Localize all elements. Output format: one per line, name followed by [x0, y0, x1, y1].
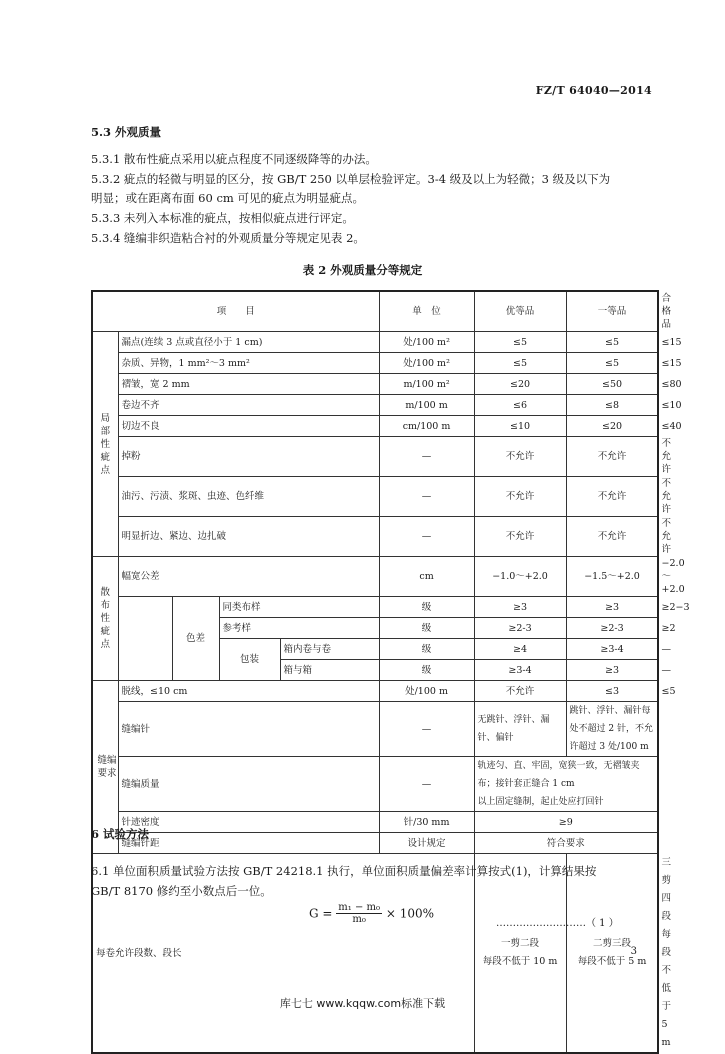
item-unit: 设计规定: [379, 833, 474, 854]
value-all-grades: [474, 757, 658, 812]
item-name: 同类布样: [219, 597, 379, 618]
item-name: 箱与箱: [280, 660, 379, 681]
value-premium: ≤20: [474, 374, 566, 395]
item-name: 缝编针距: [118, 833, 379, 854]
item-unit: —: [379, 517, 474, 557]
item-name: 卷边不齐: [118, 395, 379, 416]
clause-5-3-4: 5.3.4 缝编非织造粘合衬的外观质量分等规定见表 2。: [91, 231, 365, 245]
line: 每段不低于 5 m: [577, 956, 647, 967]
clause-5-3-1: 5.3.1 散布性疵点采用以疵点程度不同逐级降等的办法。: [91, 152, 377, 166]
formula-rhs: × 100%: [385, 906, 435, 921]
item-name: 针迹密度: [118, 812, 379, 833]
value-first: 不允许: [566, 477, 658, 517]
table-row: [92, 757, 658, 812]
item-name: 幅宽公差: [118, 557, 379, 597]
value-first: ≥3: [566, 660, 658, 681]
formula-number: ………………………（ 1 ）: [496, 918, 619, 929]
formula-numerator: m₁ − m₀: [338, 902, 381, 913]
item-unit: 级: [379, 660, 474, 681]
clause-5-3-2-line2: 明显；或在距离布面 60 cm 可见的疵点为明显疵点。: [91, 191, 364, 205]
footer-watermark: 库七七 www.kqqw.com标准下载: [279, 997, 446, 1010]
value-premium: 不允许: [474, 437, 566, 477]
item-unit: 处/100 m²: [379, 353, 474, 374]
table-row: 油污、污渍、浆斑、虫迹、色纤维 — 不允许 不允许 不允许: [92, 477, 658, 517]
table-row: 参考样 级 ≥2-3 ≥2-3 ≥2: [92, 618, 658, 639]
value-premium: ≤5: [474, 332, 566, 353]
table-row: 褶皱，宽 2 mm m/100 m² ≤20 ≤50 ≤80: [92, 374, 658, 395]
page-number: 3: [630, 946, 637, 957]
value-first: ≤20: [566, 416, 658, 437]
item-unit: —: [379, 757, 474, 812]
value-first: ≤5: [566, 353, 658, 374]
table-row: 缝编要求 脱线，≤10 cm 处/100 m 不允许 ≤3 ≤5: [92, 681, 658, 702]
line: 以上固定缝制，起止处应打回针: [477, 797, 604, 807]
value-first: 不允许: [566, 517, 658, 557]
value-all-grades: ≥9: [474, 812, 658, 833]
item-unit: —: [379, 477, 474, 517]
value-first: ≤3: [566, 681, 658, 702]
value-first: [566, 854, 658, 1054]
value-premium: ≤6: [474, 395, 566, 416]
line: 二剪三段: [593, 938, 632, 949]
table-row: [92, 702, 658, 757]
value-premium: −1.0～+2.0: [474, 557, 566, 597]
line: 轨迹匀、直、牢固，宽狭一致，无褶皱夹布；接针套正缝合 1 cm: [477, 761, 640, 789]
table-row: 杂质、异物，1 mm²～3 mm² 处/100 m² ≤5 ≤5 ≤15: [92, 353, 658, 374]
value-premium: [474, 854, 566, 1054]
item-unit: 针/30 mm: [379, 812, 474, 833]
table-caption: 表 2 外观质量分等规定: [302, 263, 423, 277]
color-diff-label: 色差: [172, 597, 219, 681]
appearance-quality-table: [91, 290, 690, 1054]
line: 许超过 3 处/100 m: [569, 742, 649, 752]
item-name: 杂质、异物，1 mm²～3 mm²: [118, 353, 379, 374]
col-header-first: 一等品: [566, 291, 658, 332]
item-name: 油污、污渍、浆斑、虫迹、色纤维: [118, 477, 379, 517]
item-unit: cm: [379, 557, 474, 597]
value-premium: 不允许: [474, 517, 566, 557]
item-name: 切边不良: [118, 416, 379, 437]
table-row: 卷边不齐 m/100 m ≤6 ≤8 ≤10: [92, 395, 658, 416]
value-all-grades: 符合要求: [474, 833, 658, 854]
table-row: [92, 833, 658, 854]
table-row: 明显折边、紧边、边扎破 — 不允许 不允许 不允许: [92, 517, 658, 557]
value-first: ≥2-3: [566, 618, 658, 639]
value-first-qualified: [566, 702, 658, 757]
item-name: 褶皱，宽 2 mm: [118, 374, 379, 395]
table-row: 散布性疵点 幅宽公差 cm −1.0～+2.0 −1.5～+2.0 −2.0～+2.0: [92, 557, 658, 597]
value-premium: ≤10: [474, 416, 566, 437]
item-name: 漏点(连续 3 点或直径小于 1 cm): [118, 332, 379, 353]
item-name: 参考样: [219, 618, 379, 639]
value-first: 不允许: [566, 437, 658, 477]
clause-5-3-2-line1: 5.3.2 疵点的轻微与明显的区分，按 GB/T 250 以单层检验评定。3-4 级及以上为轻微；3 级及以下为: [91, 172, 611, 186]
group-label: 局部性疵点: [100, 412, 110, 476]
item-unit: 级: [379, 618, 474, 639]
item-unit: 级: [379, 639, 474, 660]
value-first: ≤50: [566, 374, 658, 395]
item-unit: —: [379, 702, 474, 757]
item-unit: 处/100 m²: [379, 332, 474, 353]
item-name: 缝编质量: [118, 757, 379, 812]
item-unit: m/100 m: [379, 395, 474, 416]
value-premium: 不允许: [474, 681, 566, 702]
item-unit: m/100 m²: [379, 374, 474, 395]
item-name: 掉粉: [118, 437, 379, 477]
item-unit: cm/100 m: [379, 416, 474, 437]
value-premium: ≥3: [474, 597, 566, 618]
clause-6-1-line2: GB/T 8170 修约至小数点后一位。: [91, 884, 272, 898]
item-name: 缝编针: [118, 702, 379, 757]
line: 跳针、浮针、漏针每处不超过 2 针，不允: [569, 706, 653, 734]
line: 无跳针、浮针、漏: [477, 715, 550, 725]
value-first: ≥3-4: [566, 639, 658, 660]
value-first: −1.5～+2.0: [566, 557, 658, 597]
table-row: 掉粉 — 不允许 不允许 不允许: [92, 437, 658, 477]
formula-lhs: G =: [309, 906, 333, 921]
table-row: 箱与箱 级 ≥3-4 ≥3 —: [92, 660, 658, 681]
value-first: ≤5: [566, 332, 658, 353]
group-label: 缝编要求: [97, 755, 117, 779]
group-scattered-defects: [92, 557, 118, 681]
col-header-premium: 优等品: [474, 291, 566, 332]
table-row: 切边不良 cm/100 m ≤10 ≤20 ≤40: [92, 416, 658, 437]
table-header-row: 项 目 单 位 优等品 一等品 合格品: [92, 291, 658, 332]
table-row: 包装 箱内卷与卷 级 ≥4 ≥3-4 —: [92, 639, 658, 660]
item-name: 脱线，≤10 cm: [118, 681, 379, 702]
group-label: 散布性疵点: [100, 587, 110, 650]
col-header-item: 项 目: [92, 291, 379, 332]
value-premium: ≥3-4: [474, 660, 566, 681]
blank-cell: [118, 597, 172, 681]
value-premium: ≥2-3: [474, 618, 566, 639]
value-premium: ≤5: [474, 353, 566, 374]
table-row: 色差 同类布样 级 ≥3 ≥3 ≥2−3: [92, 597, 658, 618]
line: 一剪二段: [501, 938, 540, 949]
line: 针、偏针: [477, 733, 514, 743]
value-premium: 不允许: [474, 477, 566, 517]
formula-denominator: m₀: [352, 914, 366, 925]
clause-6-1-line1: 6.1 单位面积质量试验方法按 GB/T 24218.1 执行，单位面积质量偏差率计算按式(1)，计算结果按: [91, 864, 597, 878]
value-premium: ≥4: [474, 639, 566, 660]
item-name: 箱内卷与卷: [280, 639, 379, 660]
item-name: 明显折边、紧边、边扎破: [118, 517, 379, 557]
formula-1: [309, 902, 434, 925]
value-first: ≤8: [566, 395, 658, 416]
value-first: ≥3: [566, 597, 658, 618]
line: 每段不低于 10 m: [482, 956, 558, 967]
table-row: 局部性疵点 漏点(连续 3 点或直径小于 1 cm) 处/100 m² ≤5 ≤5 ≤15: [92, 332, 658, 353]
section-6-heading: 6 试验方法: [91, 827, 150, 841]
table-row: 每卷允许段数、段长 一剪二段 每段不低于 10 m 二剪三段 每段不低于 5 m 三剪四段 每段不低于 5 m: [92, 854, 658, 1054]
value-premium: [474, 702, 566, 757]
section-5-3-heading: 5.3 外观质量: [91, 125, 162, 139]
col-header-unit: 单 位: [379, 291, 474, 332]
table-row: [92, 812, 658, 833]
item-name: 每卷允许段数、段长: [92, 854, 474, 1054]
packing-label: 包装: [219, 639, 280, 681]
item-unit: —: [379, 437, 474, 477]
formula-fraction: [336, 902, 382, 925]
group-local-defects: [92, 332, 118, 557]
item-unit: 级: [379, 597, 474, 618]
standard-number: FZ/T 64040—2014: [535, 84, 652, 97]
clause-5-3-3: 5.3.3 未列入本标准的疵点，按相似疵点进行评定。: [91, 211, 354, 225]
item-unit: 处/100 m: [379, 681, 474, 702]
